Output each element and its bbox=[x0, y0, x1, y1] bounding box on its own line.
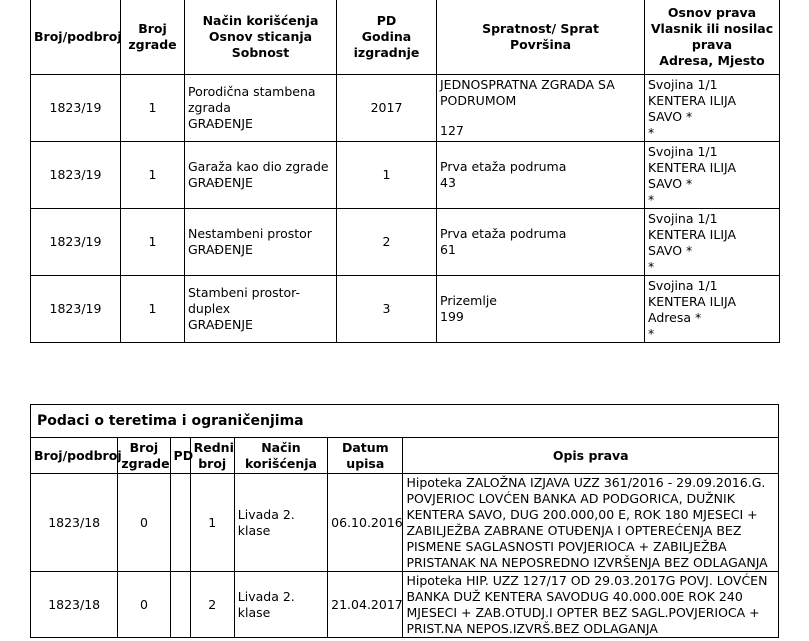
building-cell: 0 bbox=[118, 572, 170, 638]
building-cell: 1 bbox=[121, 209, 185, 276]
area-text: 43 bbox=[440, 175, 456, 190]
pd-cell: 1 bbox=[337, 142, 437, 209]
pd-cell: 2017 bbox=[337, 75, 437, 142]
floor-text: Prva etaža podruma bbox=[440, 159, 567, 174]
usage-cell: Porodična stambena zgrada GRAĐENJE bbox=[185, 75, 337, 142]
table-row bbox=[31, 142, 780, 209]
owner-cell: Svojina 1/1 KENTERA ILIJA Adresa * * bbox=[645, 276, 780, 343]
floor-cell bbox=[437, 276, 645, 343]
owner-cell: Svojina 1/1 KENTERA ILIJA SAVO * * bbox=[645, 142, 780, 209]
usage-cell: Stambeni prostor- duplex GRAĐENJE bbox=[185, 276, 337, 343]
ordinal-cell: 1 bbox=[190, 474, 234, 572]
description-cell: Hipoteka ZALOŽNA IZJAVA UZZ 361/2016 - 29.09.2016.G. POVJERIOC LOVĆEN BANKA AD PODGORICA, DUŽNIK KENTERA SAVO, DUG 200.000,00 E, ROK 180 MJESECI + ZABILJEŽBA ZABRANE OTUĐENJA I OPTEREĆENJA BEZ PISMENE SAGLASNOSTI POVJERIOCA + ZABILJEŽBA PRISTANAK NA NEPOSREDNO IZVRŠENJA BEZ ODLAGANJA bbox=[403, 474, 779, 572]
col-pd-header: PD bbox=[170, 438, 190, 474]
area-text: 199 bbox=[440, 309, 464, 324]
parcel-cell: 1823/19 bbox=[31, 75, 121, 142]
col-date-header: Datum upisa bbox=[328, 438, 403, 474]
parcel-cell: 1823/19 bbox=[31, 209, 121, 276]
table-header-row bbox=[31, 438, 779, 474]
floor-text: Prva etaža podruma bbox=[440, 226, 567, 241]
col-ordinal-header: Redni broj bbox=[190, 438, 234, 474]
col-building-header: Broj zgrade bbox=[121, 0, 185, 75]
col-usage-header: Način korišćenja Osnov sticanja Sobnost bbox=[185, 0, 337, 75]
area-text: 61 bbox=[440, 242, 456, 257]
col-description-header: Opis prava bbox=[403, 438, 779, 474]
floor-cell bbox=[437, 75, 645, 142]
floor-cell bbox=[437, 142, 645, 209]
date-cell: 06.10.2016 bbox=[328, 474, 403, 572]
col-usage-header: Način korišćenja bbox=[234, 438, 327, 474]
section-title-row bbox=[31, 405, 779, 438]
usage-cell: Livada 2. klase bbox=[234, 474, 327, 572]
date-cell: 21.04.2017 bbox=[328, 572, 403, 638]
usage-cell: Garaža kao dio zgrade GRAĐENJE bbox=[185, 142, 337, 209]
ordinal-cell: 2 bbox=[190, 572, 234, 638]
col-pd-header: PD Godina izgradnje bbox=[337, 0, 437, 75]
owner-cell: Svojina 1/1 KENTERA ILIJA SAVO * * bbox=[645, 75, 780, 142]
parcel-cell: 1823/18 bbox=[31, 474, 118, 572]
building-cell: 1 bbox=[121, 142, 185, 209]
floor-text: JEDNOSPRATNA ZGRADA SA PODRUMOM bbox=[440, 77, 615, 108]
usage-cell: Livada 2. klase bbox=[234, 572, 327, 638]
building-cell: 0 bbox=[118, 474, 170, 572]
col-owner-header: Osnov prava Vlasnik ili nosilac prava Adresa, Mjesto bbox=[645, 0, 780, 75]
usage-cell: Nestambeni prostor GRAĐENJE bbox=[185, 209, 337, 276]
table-row bbox=[31, 276, 780, 343]
col-parcel-header: Broj/podbroj bbox=[31, 438, 118, 474]
table-row bbox=[31, 209, 780, 276]
encumbrances-table bbox=[30, 404, 779, 638]
table-row bbox=[31, 572, 779, 638]
col-floor-header: Spratnost/ Sprat Površina bbox=[437, 0, 645, 75]
area-text: 127 bbox=[440, 123, 464, 138]
pd-cell: 3 bbox=[337, 276, 437, 343]
building-cell: 1 bbox=[121, 276, 185, 343]
building-cell: 1 bbox=[121, 75, 185, 142]
floor-text: Prizemlje bbox=[440, 293, 497, 308]
section-title: Podaci o teretima i ograničenjima bbox=[31, 405, 779, 438]
floor-cell bbox=[437, 209, 645, 276]
col-building-header: Broj zgrade bbox=[118, 438, 170, 474]
parcel-cell: 1823/19 bbox=[31, 276, 121, 343]
parcel-cell: 1823/18 bbox=[31, 572, 118, 638]
table-row bbox=[31, 474, 779, 572]
pd-cell: 2 bbox=[337, 209, 437, 276]
buildings-table bbox=[30, 0, 780, 343]
owner-cell: Svojina 1/1 KENTERA ILIJA SAVO * * bbox=[645, 209, 780, 276]
table-header-row bbox=[31, 0, 780, 75]
pd-cell bbox=[170, 572, 190, 638]
parcel-cell: 1823/19 bbox=[31, 142, 121, 209]
col-parcel-header: Broj/podbroj bbox=[31, 0, 121, 75]
description-cell: Hipoteka HIP. UZZ 127/17 OD 29.03.2017G POVJ. LOVĆEN BANKA DUŽ KENTERA SAVODUG 40.000.00E ROK 240 MJESECI + ZAB.OTUDJ.I OPTER BEZ SAGL.POVJERIOCA + PRIST.NA NEPOS.IZVRŠ.BEZ ODLAGANJA bbox=[403, 572, 779, 638]
table-row bbox=[31, 75, 780, 142]
pd-cell bbox=[170, 474, 190, 572]
